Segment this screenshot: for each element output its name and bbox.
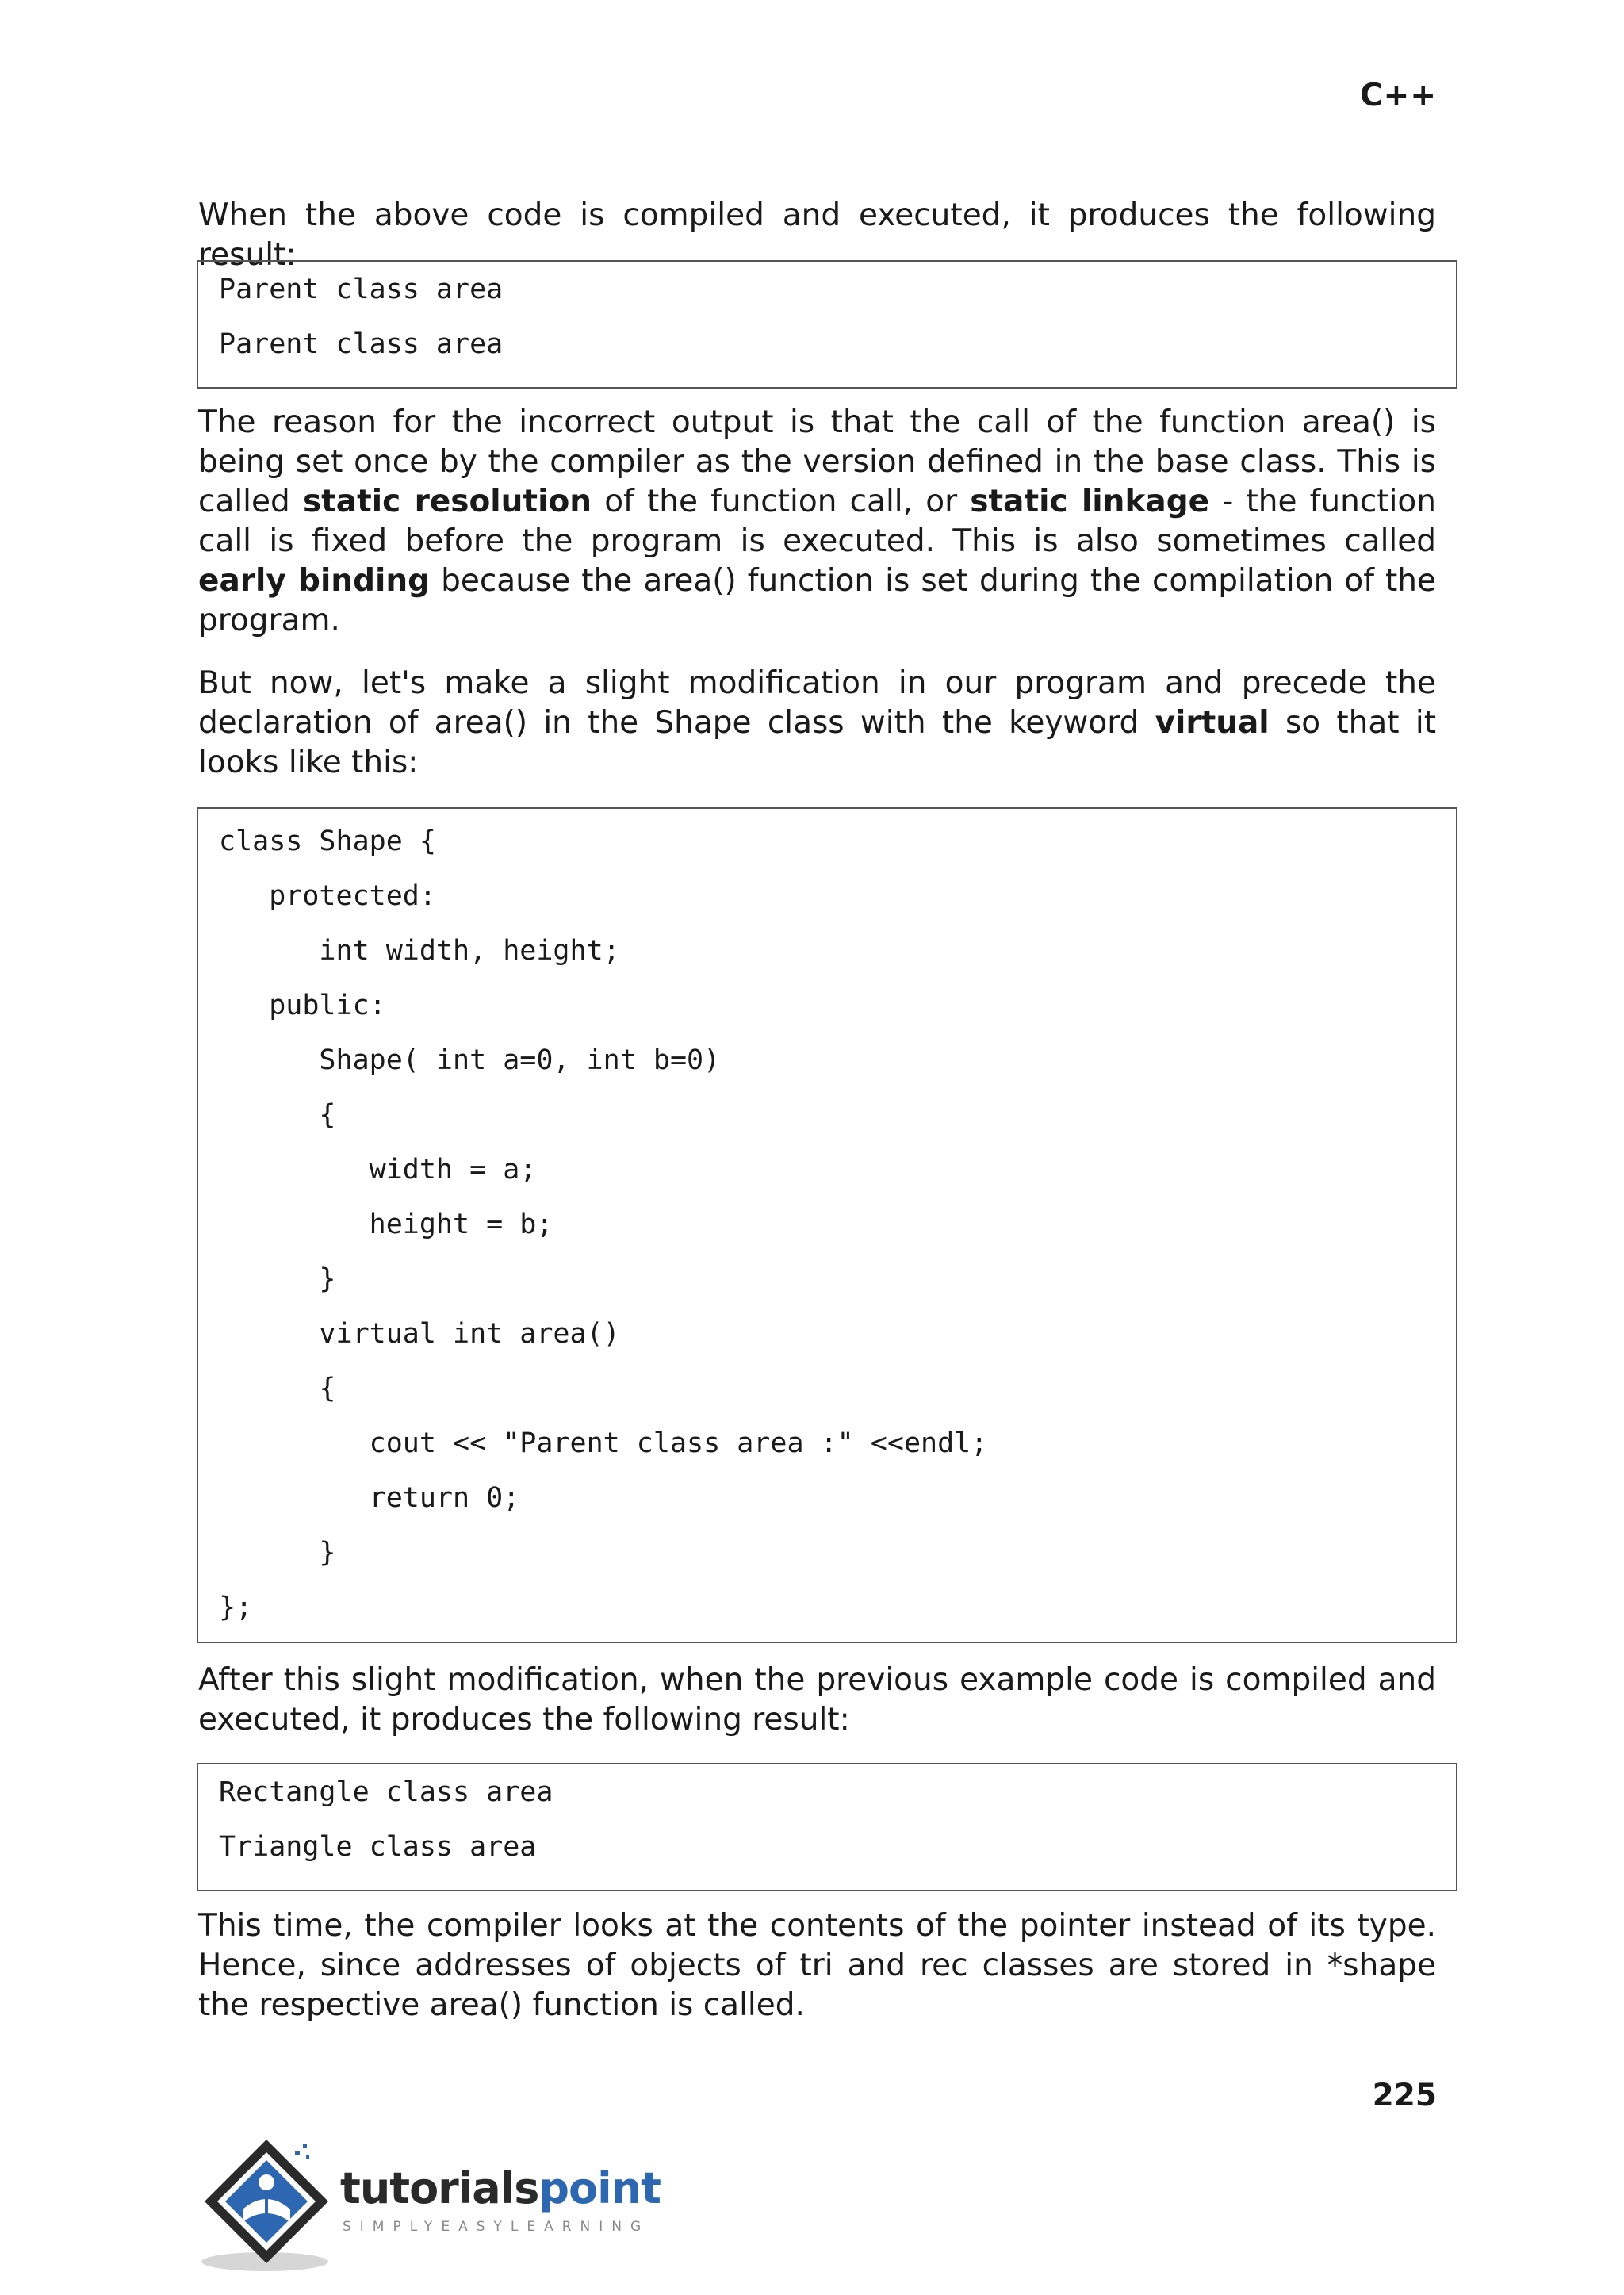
logo-wordmark (340, 2163, 661, 2213)
code-line: { (219, 1099, 336, 1131)
bold-term: static linkage (970, 484, 1210, 519)
page-number: 225 (1372, 2078, 1437, 2113)
code-line: { (219, 1373, 336, 1404)
code-line: Shape( int a=0, int b=0) (219, 1044, 721, 1076)
text-span: But now, let's make a slight modification in our program and precede the declaration of area() in the Shape class with the keyword (198, 665, 1436, 741)
modification-paragraph (198, 664, 1436, 783)
text-span: of the function call, or (592, 484, 971, 519)
page-header-title: C++ (1360, 78, 1437, 113)
bold-term: early binding (198, 563, 431, 599)
output-line: Parent class area (219, 274, 504, 305)
output-line: Rectangle class area (219, 1776, 553, 1808)
output-line: Parent class area (219, 328, 504, 360)
code-line: } (219, 1263, 336, 1295)
tutorialspoint-logo (195, 2133, 687, 2276)
output-box-1 (197, 260, 1457, 389)
text-span: so that it looks like this: (198, 705, 1436, 780)
code-line: class Shape { (219, 826, 436, 857)
output-box-2 (197, 1763, 1457, 1891)
code-line: public: (219, 990, 386, 1021)
code-box (197, 807, 1457, 1643)
reason-paragraph (198, 403, 1436, 641)
logo-tagline: SIMPLYEASYLEARNING (343, 2219, 650, 2235)
code-line: int width, height; (219, 935, 620, 967)
code-line: protected: (219, 880, 436, 912)
code-line: cout << "Parent class area :" <<endl; (219, 1427, 988, 1459)
code-line: } (219, 1537, 336, 1569)
text-span: - the function call is fixed before the program is executed. This is also sometimes called (198, 484, 1436, 559)
code-line: return 0; (219, 1482, 520, 1514)
logo-word-part: tutorials (340, 2163, 539, 2213)
bold-term: static resolution (302, 484, 592, 519)
after-paragraph: After this slight modification, when the previous example code is compiled and executed, it produces the following result: (198, 1662, 1436, 1738)
logo-word-part: point (538, 2163, 661, 2213)
bold-term: virtual (1155, 705, 1270, 741)
output-line: Triangle class area (219, 1831, 537, 1863)
text-span: The reason for the incorrect output is that the call of the function area() is being set once by the compiler as the version defined in the base class. This is called (198, 404, 1436, 519)
logo-emblem-icon (195, 2133, 338, 2276)
text-span: because the area() function is set during the compilation of the program. (198, 563, 1436, 638)
code-line: virtual int area() (219, 1318, 620, 1350)
code-line: }; (219, 1592, 253, 1623)
code-line: width = a; (219, 1154, 537, 1186)
code-line: height = b; (219, 1209, 553, 1240)
intro-paragraph: When the above code is compiled and executed, it produces the following result: (198, 197, 1436, 273)
conclusion-paragraph: This time, the compiler looks at the contents of the pointer instead of its type. Hence, since addresses of objects of tri and rec classes are stored in *shape the respective area() function is called. (198, 1908, 1436, 2023)
